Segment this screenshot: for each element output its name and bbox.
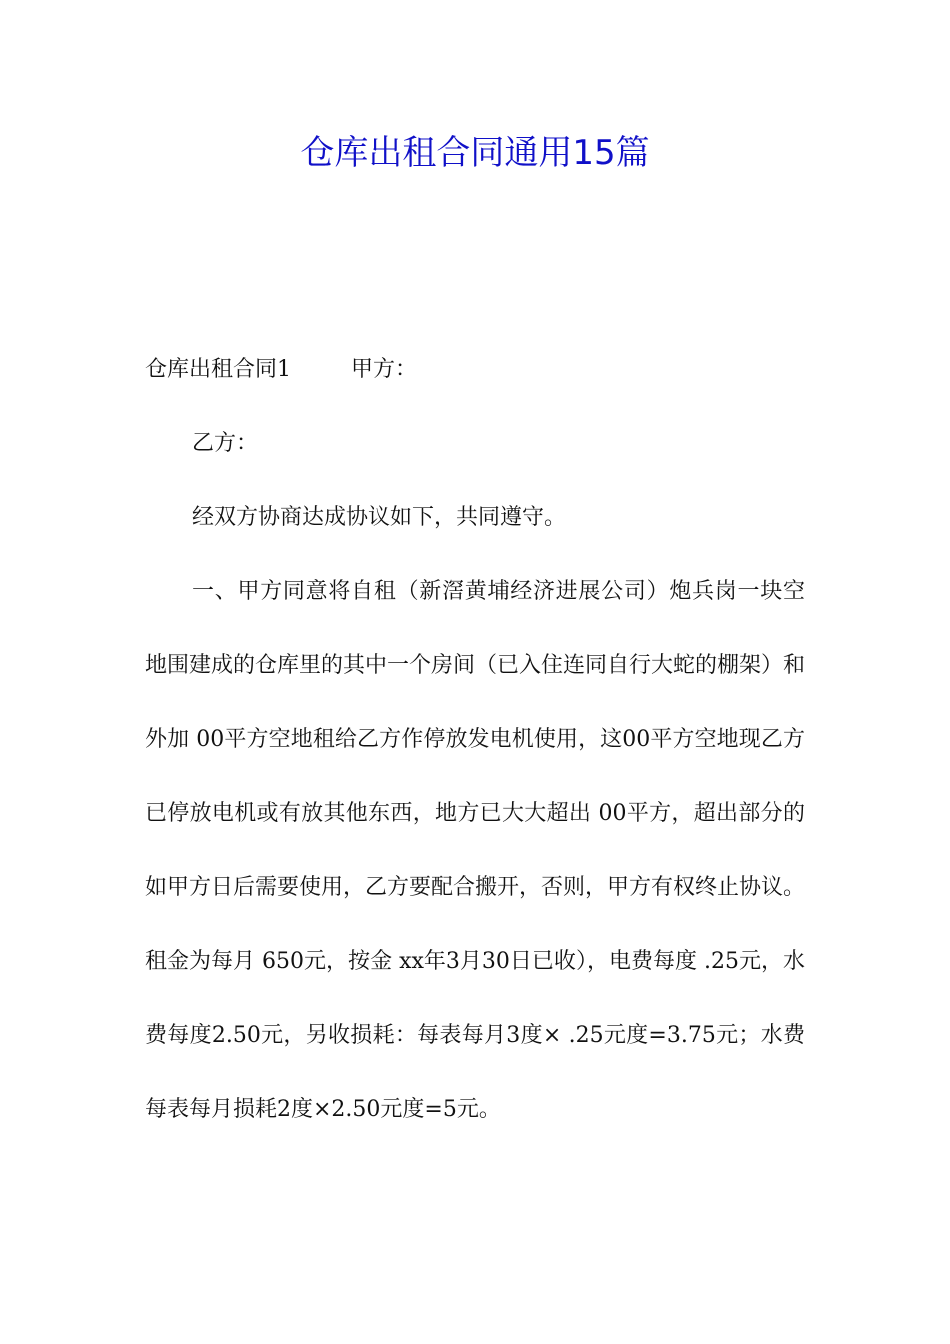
document-body — [145, 333, 805, 1147]
heading-line — [145, 333, 805, 407]
party-a-label: 甲方： — [351, 357, 418, 382]
party-b-label: 乙方： — [192, 431, 259, 456]
agreement-intro: 经双方协商达成协议如下，共同遵守。 — [192, 505, 567, 530]
page-title: 仓库出租合同通用15篇 — [300, 133, 650, 173]
section-title: 仓库出租合同1 — [145, 357, 291, 382]
clause-one: 一、甲方同意将自租（新滘黄埔经济进展公司）炮兵岗一块空地围建成的仓库里的其中一个房间（已入住连同自行大蛇的棚架）和外加 00平方空地租给乙方作停放发电机使用，这00平方空地现乙方已停放电机或有放其他东西，地方已大大超出 00平方，超出部分的如甲方日后需要使用，乙方要配合搬开，否则，甲方有权终止协议。租金为每月 650元，按金 xx年3月30日已收），电费每度 .25元，水费每度2.50元，另收损耗：每表每月3度× .25元度=3.75元；水费每表每月损耗2度×2.50元度=5元。 — [145, 579, 806, 1122]
